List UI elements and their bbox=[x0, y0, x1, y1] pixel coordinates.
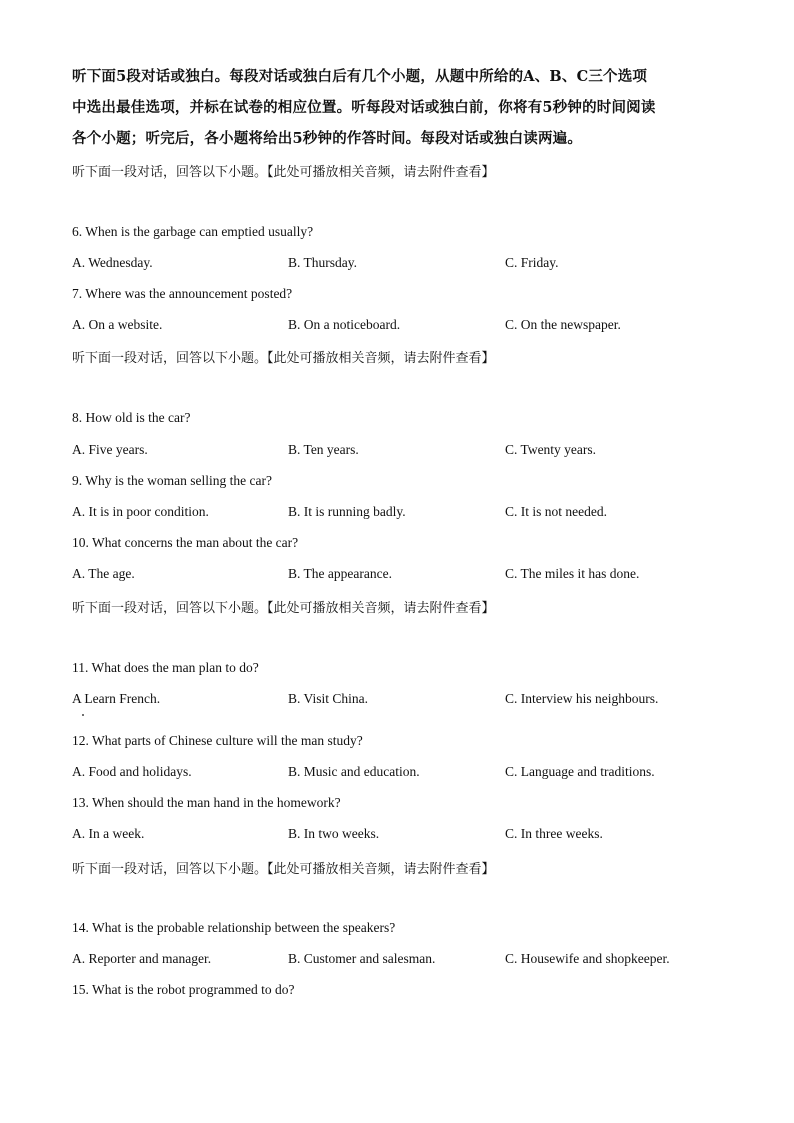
stray-dot bbox=[82, 714, 84, 716]
option-a: A. Reporter and manager. bbox=[72, 951, 212, 966]
section-note: 听下面一段对话，回答以下小题。【此处可播放相关音频，请去附件查看】 bbox=[72, 862, 495, 877]
listening-instructions bbox=[72, 61, 732, 154]
option-c: C. On the newspaper. bbox=[505, 317, 621, 332]
question: 12. What parts of Chinese culture will the man study? bbox=[72, 733, 363, 748]
option-a: A. Five years. bbox=[72, 442, 148, 457]
instruction-line: 中选出最佳选项，并标在试卷的相应位置。听每段对话或独白前，你将有5秒钟的时间阅读 bbox=[72, 99, 656, 116]
option-b: B. The appearance. bbox=[288, 566, 392, 581]
option-a: A. It is in poor condition. bbox=[72, 504, 209, 519]
question: 13. When should the man hand in the homework? bbox=[72, 795, 341, 810]
option-a: A. Food and holidays. bbox=[72, 764, 192, 779]
option-b: B. It is running badly. bbox=[288, 504, 406, 519]
option-c: C. Interview his neighbours. bbox=[505, 691, 659, 706]
question: 8. How old is the car? bbox=[72, 410, 191, 425]
option-a: A. In a week. bbox=[72, 826, 145, 841]
section-note: 听下面一段对话，回答以下小题。【此处可播放相关音频，请去附件查看】 bbox=[72, 351, 495, 366]
question: 14. What is the probable relationship between the speakers? bbox=[72, 920, 396, 935]
instruction-line: 各个小题；听完后，各小题将给出5秒钟的作答时间。每段对话或独白读两遍。 bbox=[72, 130, 583, 147]
option-b: B. Visit China. bbox=[288, 691, 368, 706]
option-c: C. Language and traditions. bbox=[505, 764, 655, 779]
option-c: C. Twenty years. bbox=[505, 442, 597, 457]
option-a: A. Wednesday. bbox=[72, 255, 153, 270]
option-b: B. In two weeks. bbox=[288, 826, 380, 841]
section-note: 听下面一段对话，回答以下小题。【此处可播放相关音频，请去附件查看】 bbox=[72, 601, 495, 616]
question: 9. Why is the woman selling the car? bbox=[72, 473, 272, 488]
instruction-line: 听下面5段对话或独白。每段对话或独白后有几个小题，从题中所给的A、B、C三个选项 bbox=[72, 68, 648, 85]
question: 10. What concerns the man about the car? bbox=[72, 535, 299, 550]
question: 6. When is the garbage can emptied usually? bbox=[72, 224, 314, 239]
option-b: B. Music and education. bbox=[288, 764, 420, 779]
option-c: C. In three weeks. bbox=[505, 826, 603, 841]
option-b: B. On a noticeboard. bbox=[288, 317, 401, 332]
question: 7. Where was the announcement posted? bbox=[72, 286, 293, 301]
option-c: C. It is not needed. bbox=[505, 504, 607, 519]
option-a: A. On a website. bbox=[72, 317, 163, 332]
option-b: B. Ten years. bbox=[288, 442, 359, 457]
option-a: A Learn French. bbox=[72, 691, 161, 706]
option-c: C. Friday. bbox=[505, 255, 559, 270]
question: 15. What is the robot programmed to do? bbox=[72, 982, 295, 997]
question: 11. What does the man plan to do? bbox=[72, 660, 259, 675]
option-c: C. Housewife and shopkeeper. bbox=[505, 951, 670, 966]
option-b: B. Customer and salesman. bbox=[288, 951, 436, 966]
option-a: A. The age. bbox=[72, 566, 135, 581]
option-c: C. The miles it has done. bbox=[505, 566, 640, 581]
option-b: B. Thursday. bbox=[288, 255, 357, 270]
section-note: 听下面一段对话，回答以下小题。【此处可播放相关音频，请去附件查看】 bbox=[72, 165, 495, 180]
